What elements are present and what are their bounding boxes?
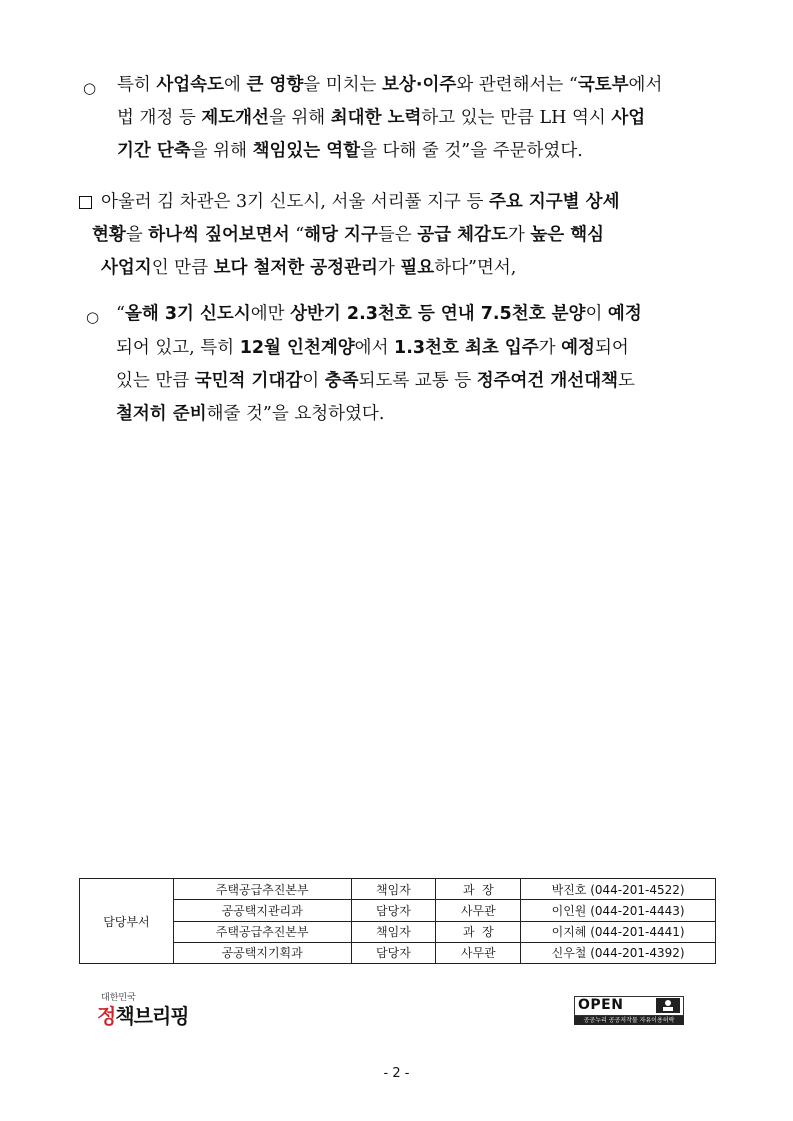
text-run: 가 (507, 225, 531, 245)
bold-text-run: 사업속도 (156, 75, 224, 95)
text-run: “ (116, 304, 125, 324)
text-run: 하고 있는 만큼 LH 역시 (421, 108, 612, 128)
text-run: 에서 (628, 75, 663, 95)
text-line (101, 256, 516, 280)
bold-text-run: 1.3천호 최초 입주 (394, 338, 539, 358)
role-cell: 책임자 (351, 879, 436, 900)
table-row (80, 879, 716, 900)
table-row (80, 900, 716, 921)
person-cell: 이지혜 (044-201-4441) (521, 921, 716, 942)
table-row (80, 942, 716, 963)
text-run: 해줄 것”을 요청하였다. (206, 404, 385, 424)
bold-text-run: 국토부 (577, 75, 629, 95)
text-run: “ (289, 225, 305, 245)
text-run: 가 (377, 258, 401, 278)
dept-cell: 공공택지관리과 (173, 900, 351, 921)
text-line (117, 73, 662, 97)
text-run: 아울러 김 차관은 3기 신도시, 서울 서리풀 지구 등 (101, 192, 489, 212)
open-badge-text: OPEN (578, 997, 624, 1013)
text-line (117, 106, 645, 130)
dept-cell: 주택공급추진본부 (173, 921, 351, 942)
bold-text-run: 국민적 기대감 (194, 371, 303, 391)
bold-text-run: 높은 핵심 (530, 225, 605, 245)
bullet-circle: ○ (86, 308, 100, 326)
text-line (116, 336, 629, 360)
bold-text-run: 최대한 노력 (330, 108, 422, 128)
text-line (101, 190, 620, 214)
text-run: 을 다해 줄 것”을 주문하였다. (360, 141, 583, 161)
license-type-icon (656, 998, 680, 1013)
text-run: 을 위해 (190, 141, 253, 161)
title-cell: 과 장 (436, 879, 521, 900)
person-cell: 이인원 (044-201-4443) (521, 900, 716, 921)
text-run: 도 (618, 371, 635, 391)
bold-text-run: 책임있는 역할 (252, 141, 361, 161)
bold-text-run: 예정 (607, 304, 642, 324)
bold-text-run: 사업지 (101, 258, 152, 278)
bold-text-run: 사업 (611, 108, 646, 128)
bold-text-run: 공급 체감도 (417, 225, 508, 245)
bold-text-run: 보다 철저한 공정관리 (213, 258, 378, 278)
bold-text-run: 필요 (400, 258, 435, 278)
bold-text-run: 상반기 2.3천호 등 연내 7.5천호 분양 (290, 304, 586, 324)
text-run: 에서 (354, 338, 395, 358)
bold-text-run: 기간 단축 (117, 141, 191, 161)
page-number: - 2 - (383, 1066, 410, 1081)
text-run: 있는 만큼 (116, 371, 195, 391)
text-run: 하다”면서, (434, 258, 517, 278)
bold-text-run: 충족 (324, 371, 359, 391)
title-cell: 사무관 (436, 942, 521, 963)
logo-text-main: 책브리핑 (115, 1004, 189, 1028)
person-cell: 신우철 (044-201-4392) (521, 942, 716, 963)
bold-text-run: 현황 (92, 225, 126, 245)
text-line (116, 402, 384, 426)
text-line (92, 223, 604, 247)
text-line (116, 369, 635, 393)
bold-text-run: 큰 영향 (246, 75, 304, 95)
text-run: 와 관련해서는 “ (456, 75, 578, 95)
title-cell: 과 장 (436, 921, 521, 942)
text-run: 을 위해 (268, 108, 331, 128)
checkbox-square-icon (79, 196, 92, 209)
text-run: 되도록 교통 등 (358, 371, 477, 391)
contact-table (79, 878, 716, 964)
bold-text-run: 올해 3기 신도시 (124, 304, 251, 324)
logo-text (97, 1000, 189, 1029)
text-run: 인 만큼 (151, 258, 214, 278)
bold-text-run: 하나씩 짚어보면서 (148, 225, 290, 245)
bold-text-run: 해당 지구 (304, 225, 378, 245)
open-license-badge (574, 996, 684, 1026)
dept-label-cell: 담당부서 (80, 879, 174, 964)
text-line (116, 302, 642, 326)
role-cell: 담당자 (351, 942, 436, 963)
text-run: 에 (224, 75, 247, 95)
text-run: 특히 (117, 75, 157, 95)
logo-text-accent: 정 (97, 1004, 116, 1028)
text-run: 을 미치는 (303, 75, 383, 95)
text-run: 가 (538, 338, 562, 358)
person-cell: 박진호 (044-201-4522) (521, 879, 716, 900)
title-cell: 사무관 (436, 900, 521, 921)
bold-text-run: 예정 (561, 338, 595, 358)
text-run: 을 (125, 225, 149, 245)
text-run: 되어 (594, 338, 629, 358)
bold-text-run: 12월 인천계양 (239, 338, 355, 358)
bullet-circle: ○ (83, 79, 97, 97)
text-run: 이 (302, 371, 325, 391)
person-icon (656, 998, 680, 1013)
dept-cell: 주택공급추진본부 (173, 879, 351, 900)
bold-text-run: 제도개선 (201, 108, 269, 128)
text-run: 들은 (377, 225, 418, 245)
text-run: 이 (585, 304, 608, 324)
open-badge-subtext: 공공누리 공공저작물 자유이용허락 (574, 1016, 684, 1025)
role-cell: 책임자 (351, 921, 436, 942)
text-run: 에만 (250, 304, 291, 324)
bold-text-run: 주요 지구별 상세 (488, 192, 620, 212)
policy-briefing-logo (97, 990, 189, 1030)
table-row (80, 921, 716, 942)
logo-small-text: 대한민국 (101, 993, 136, 1003)
bold-text-run: 정주여건 개선대책 (476, 371, 619, 391)
bold-text-run: 철저히 준비 (116, 404, 207, 424)
dept-cell: 공공택지기획과 (173, 942, 351, 963)
text-run: 되어 있고, 특히 (116, 338, 240, 358)
role-cell: 담당자 (351, 900, 436, 921)
bold-text-run: 보상·이주 (382, 75, 457, 95)
text-run: 법 개정 등 (117, 108, 202, 128)
text-line (117, 139, 583, 163)
